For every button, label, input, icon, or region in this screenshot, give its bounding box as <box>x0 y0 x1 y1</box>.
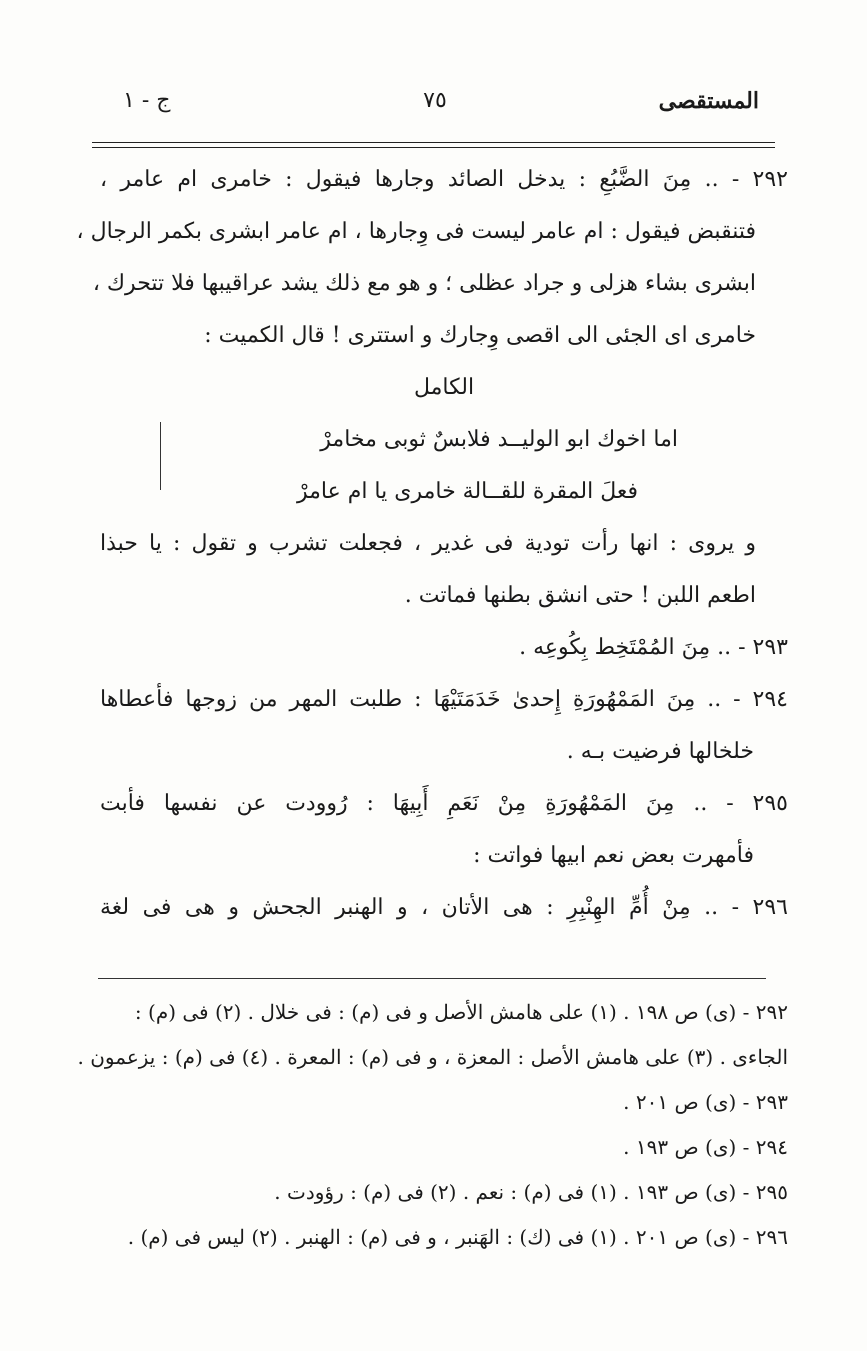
page-header <box>95 88 767 128</box>
footnote-rule <box>98 978 766 979</box>
text-line: ٢٩٢ - .. مِنَ الضَّبُعِ : يدخل الصائد وجارها فيقول : خامرى ام عامر ، <box>100 167 788 192</box>
footnote-line: ٢٩٥ - (ى) ص ١٩٣ . (١) فى (م) : نعم . (٢) فى (م) : رؤودت . <box>274 1180 788 1204</box>
header-rule-bottom <box>92 147 775 148</box>
text-line: ابشرى بشاء هزلى و جراد عظلى ؛ و هو مع ذلك يشد عراقيبها فلا تتحرك ، <box>92 271 756 296</box>
poem-verse: اما اخوك ابو الوليــد فلابسٌ ثوبى مخامرْ <box>320 427 678 452</box>
footnote-line: ٢٩٤ - (ى) ص ١٩٣ . <box>623 1135 788 1159</box>
entry-line: ٢٩٣ - .. مِنَ المُمْتَخِط بِكُوعِه . <box>519 635 788 660</box>
page-number: ٧٥ <box>423 88 447 113</box>
text-line: خلخالها فرضيت بـه . <box>566 739 754 764</box>
text-line: و يروى : انها رأت تودية فى غدير ، فجعلت تشرب و تقول : يا حبذا <box>100 531 756 556</box>
text-line: خامرى اى الجئى الى اقصى وِجارك و استترى ! قال الكميت : <box>204 323 756 348</box>
text-line: فأمهرت بعض نعم ابيها فواتت : <box>473 843 754 868</box>
main-text <box>76 154 788 934</box>
poem-meter-label: الكامل <box>413 375 475 400</box>
header-rule-top <box>92 142 775 143</box>
volume-label: ج - ١ <box>123 88 171 113</box>
text-line: فتنقبض فيقول : ام عامر ليست فى وِجارها ، ام عامر ابشرى بكمر الرجال ، <box>76 219 756 244</box>
poem <box>100 414 788 518</box>
footnote-line: الجاءى . (٣) على هامش الأصل : المعزة ، و فى (م) : المعرة . (٤) فى (م) : يزعمون . <box>77 1045 788 1069</box>
entry-line: ٢٩٥ - .. مِنَ المَمْهُورَةِ مِنْ نَعَمِ أَبِيهَا : رُوودت عن نفسها فأبت <box>100 791 788 816</box>
footnote-line: ٢٩٦ - (ى) ص ٢٠١ . (١) فى (ك) : الهَنبر ، و فى (م) : الهنبر . (٢) ليس فى (م) . <box>127 1225 788 1249</box>
poem-margin-bar <box>160 422 161 490</box>
text-line: اطعم اللبن ! حتى انشق بطنها فماتت . <box>404 583 756 608</box>
footnotes <box>77 990 788 1260</box>
entry-line: ٢٩٤ - .. مِنَ المَمْهُورَةِ إِحدىٰ خَدَمَتَيْهَا : طلبت المهر من زوجها فأعطاها <box>100 687 788 712</box>
footnote-line: ٢٩٢ - (ى) ص ١٩٨ . (١) على هامش الأصل و فى (م) : فى خلال . (٢) فى (م) : <box>134 1000 788 1024</box>
poem-verse: فعلَ المقرة للقــالة خامرى يا ام عامرْ <box>296 479 638 504</box>
entry-line: ٢٩٦ - .. مِنْ أُمِّ الهِنْبِرِ : هى الأتان ، و الهنبر الجحش و هى فى لغة <box>100 895 788 920</box>
footnote-line: ٢٩٣ - (ى) ص ٢٠١ . <box>623 1090 788 1114</box>
book-title: المستقصى <box>658 88 759 114</box>
